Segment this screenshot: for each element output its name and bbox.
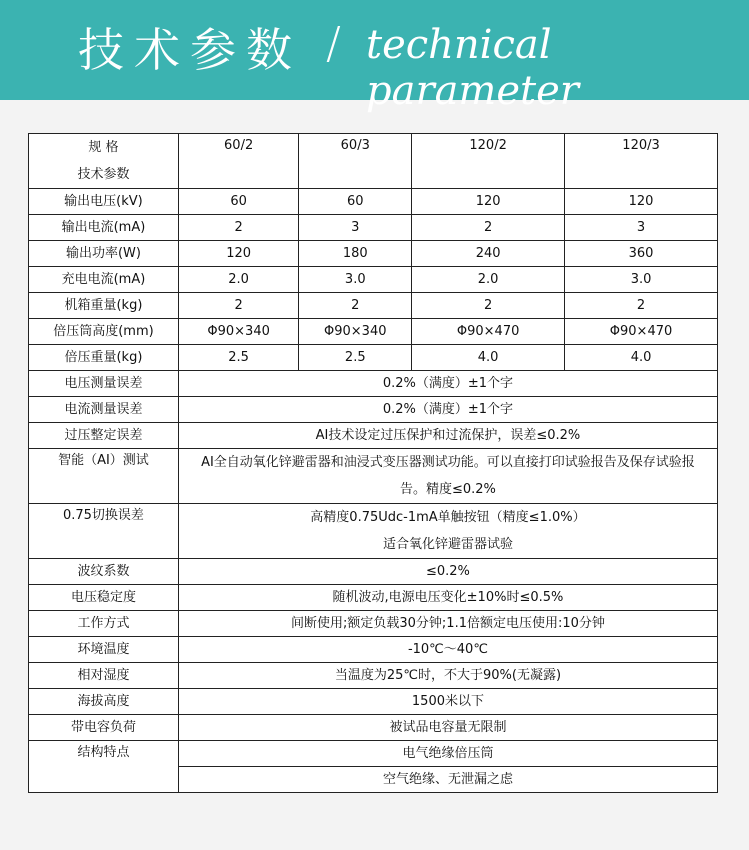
row-output-voltage (29, 189, 718, 215)
header-label-spec: 规 格 (88, 140, 119, 155)
merged-cell (178, 504, 717, 559)
title-english: technical parameter (366, 22, 579, 114)
cell: Φ90×340 (299, 319, 412, 345)
row-altitude (29, 689, 718, 715)
model-120-2: 120/2 (412, 134, 565, 189)
row-label: 海拔高度 (29, 689, 179, 715)
cell: 2.5 (178, 345, 298, 371)
cell: 3 (565, 215, 718, 241)
spec-table (28, 133, 718, 793)
row-overvoltage (29, 423, 718, 449)
row-charge-current (29, 267, 718, 293)
merged-cell: 间断使用;额定负载30分钟;1.1倍额定电压使用:10分钟 (178, 611, 717, 637)
ai-test-line2: 告。精度≤0.2% (399, 482, 496, 497)
switch-error-line2: 适合氧化锌避雷器试验 (382, 537, 513, 552)
row-label: 电流测量误差 (29, 397, 179, 423)
row-stability (29, 585, 718, 611)
row-output-power (29, 241, 718, 267)
merged-cell: ≤0.2% (178, 559, 717, 585)
model-120-3: 120/3 (565, 134, 718, 189)
cell: 3.0 (565, 267, 718, 293)
row-output-current (29, 215, 718, 241)
row-case-weight (29, 293, 718, 319)
merged-cell (178, 449, 717, 504)
row-label: 机箱重量(kg) (29, 293, 179, 319)
cell: 180 (299, 241, 412, 267)
merged-cell: 当温度为25℃时，不大于90%(无凝露) (178, 663, 717, 689)
merged-cell: 随机波动,电源电压变化±10%时≤0.5% (178, 585, 717, 611)
row-structure-1 (29, 741, 718, 767)
row-label: 环境温度 (29, 637, 179, 663)
cell: 4.0 (412, 345, 565, 371)
model-60-2: 60/2 (178, 134, 298, 189)
row-work-mode (29, 611, 718, 637)
row-multiplier-height (29, 319, 718, 345)
header-label-params: 技术参数 (77, 167, 130, 182)
row-label: 输出电压(kV) (29, 189, 179, 215)
cell: 120 (412, 189, 565, 215)
row-label: 相对湿度 (29, 663, 179, 689)
cell: 2.5 (299, 345, 412, 371)
title-separator: / (326, 18, 341, 69)
cell: 3.0 (299, 267, 412, 293)
merged-cell: -10℃～40℃ (178, 637, 717, 663)
row-label: 倍压重量(kg) (29, 345, 179, 371)
row-label: 0.75切换误差 (29, 504, 179, 559)
row-label: 波纹系数 (29, 559, 179, 585)
row-label: 结构特点 (29, 741, 179, 793)
row-label: 输出电流(mA) (29, 215, 179, 241)
row-current-error (29, 397, 718, 423)
cell: 2.0 (412, 267, 565, 293)
row-label: 智能（AI）测试 (29, 449, 179, 504)
row-label: 带电容负荷 (29, 715, 179, 741)
row-humidity (29, 663, 718, 689)
cell: 2 (178, 293, 298, 319)
cell: 120 (178, 241, 298, 267)
cell: 2 (412, 293, 565, 319)
row-capacitive-load (29, 715, 718, 741)
cell: 240 (412, 241, 565, 267)
merged-cell: AI技术设定过压保护和过流保护，误差≤0.2% (178, 423, 717, 449)
merged-cell: 电气绝缘倍压筒 (178, 741, 717, 767)
cell: 3 (299, 215, 412, 241)
row-ai-test (29, 449, 718, 504)
title-banner (0, 0, 749, 114)
cell: 2 (565, 293, 718, 319)
cell: 2 (412, 215, 565, 241)
row-label: 充电电流(mA) (29, 267, 179, 293)
cell: 360 (565, 241, 718, 267)
row-label: 电压稳定度 (29, 585, 179, 611)
merged-cell: 被试品电容量无限制 (178, 715, 717, 741)
row-switch-error (29, 504, 718, 559)
header-label (29, 134, 179, 189)
switch-error-line1: 高精度0.75Udc-1mA单触按钮（精度≤1.0%） (310, 510, 586, 525)
row-label: 工作方式 (29, 611, 179, 637)
row-ambient-temp (29, 637, 718, 663)
merged-cell: 1500米以下 (178, 689, 717, 715)
cell: Φ90×470 (412, 319, 565, 345)
cell: 4.0 (565, 345, 718, 371)
row-label: 倍压筒高度(mm) (29, 319, 179, 345)
cell: 60 (299, 189, 412, 215)
merged-cell: 0.2%（满度）±1个字 (178, 371, 717, 397)
ai-test-line1: AI全自动氧化锌避雷器和油浸式变压器测试功能。可以直接打印试验报告及保存试验报 (201, 455, 695, 470)
row-label: 过压整定误差 (29, 423, 179, 449)
merged-cell: 0.2%（满度）±1个字 (178, 397, 717, 423)
cell: 120 (565, 189, 718, 215)
cell: 2 (299, 293, 412, 319)
model-60-3: 60/3 (299, 134, 412, 189)
cell: 60 (178, 189, 298, 215)
cell: 2.0 (178, 267, 298, 293)
row-label: 电压测量误差 (29, 371, 179, 397)
row-voltage-error (29, 371, 718, 397)
row-multiplier-weight (29, 345, 718, 371)
cell: 2 (178, 215, 298, 241)
cell: Φ90×340 (178, 319, 298, 345)
merged-cell: 空气绝缘、无泄漏之虑 (178, 767, 717, 793)
row-ripple (29, 559, 718, 585)
cell: Φ90×470 (565, 319, 718, 345)
row-label: 输出功率(W) (29, 241, 179, 267)
header-row (29, 134, 718, 189)
title-chinese: 技术参数 (78, 23, 302, 77)
